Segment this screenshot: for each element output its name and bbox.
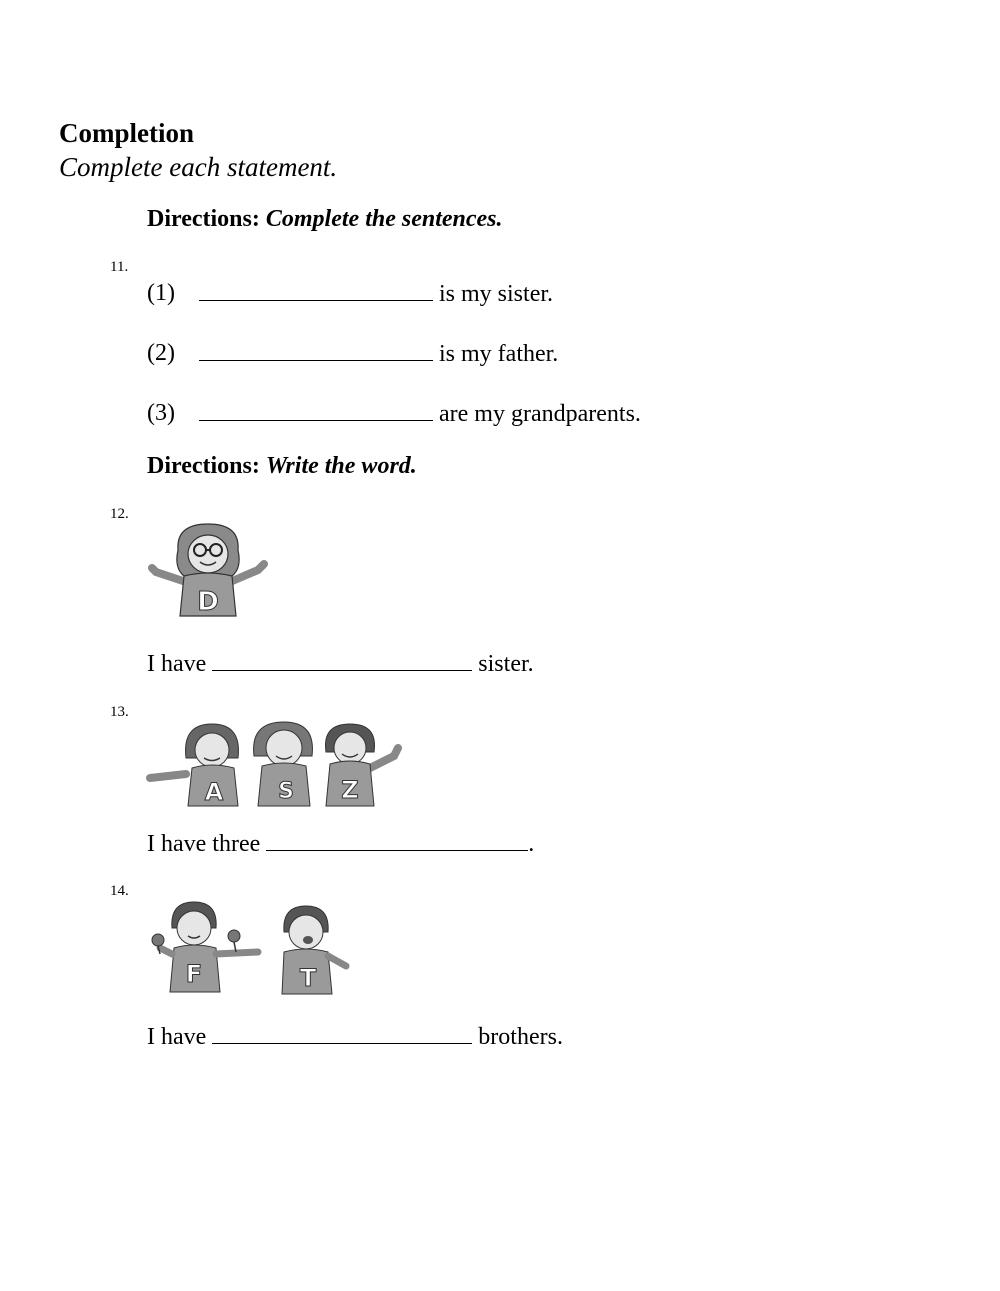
directions-label: Directions: [147, 453, 260, 479]
page-title: Completion [59, 118, 194, 148]
sentence-end: sister. [478, 651, 534, 677]
shirt-letter: A [204, 778, 224, 806]
three-sisters-illustration [146, 718, 404, 808]
answer-blank-13[interactable] [266, 830, 528, 851]
directions-text: Write the word. [265, 453, 417, 479]
directions-label: Directions: [147, 206, 260, 232]
sentence-3-body [199, 400, 641, 428]
sentence-3 [147, 400, 175, 427]
answer-blank-1[interactable] [199, 280, 433, 301]
sentence-start: I have three [147, 831, 261, 857]
girl-with-glasses-illustration [146, 520, 270, 620]
answer-blank-12[interactable] [212, 650, 472, 671]
sentence-end: . [528, 831, 535, 857]
question-number-14: 14. [110, 883, 129, 899]
sentence-text: is my sister. [439, 281, 554, 307]
item-label: (1) [147, 280, 175, 306]
shirt-letter: T [299, 964, 317, 992]
shirt-letter: D [197, 587, 219, 617]
question-number-13: 13. [110, 704, 129, 720]
sentence-2-body [199, 340, 558, 368]
item-label: (2) [147, 340, 175, 366]
sentence-1-body [199, 280, 553, 308]
directions-text: Complete the sentences. [265, 206, 503, 232]
sentence-text: is my father. [439, 341, 559, 367]
sentence-start: I have [147, 651, 207, 677]
question-14-sentence [147, 1023, 563, 1051]
directions-2 [147, 453, 417, 480]
sentence-start: I have [147, 1024, 207, 1050]
sentence-2 [147, 340, 175, 367]
two-brothers-illustration [146, 898, 356, 998]
question-number-11: 11. [110, 259, 129, 275]
answer-blank-2[interactable] [199, 340, 433, 361]
sentence-1 [147, 280, 175, 307]
shirt-letter: S [278, 779, 294, 804]
question-12-sentence [147, 650, 534, 678]
answer-blank-14[interactable] [212, 1023, 472, 1044]
question-13-sentence [147, 830, 534, 858]
question-number-12: 12. [110, 506, 129, 522]
sentence-end: brothers. [478, 1024, 563, 1050]
sentence-text: are my grandparents. [439, 401, 641, 427]
shirt-letter: Z [341, 776, 359, 804]
page-subtitle: Complete each statement. [59, 152, 338, 182]
directions-1 [147, 206, 503, 233]
item-label: (3) [147, 400, 175, 426]
answer-blank-3[interactable] [199, 400, 433, 421]
shirt-letter: F [185, 960, 203, 988]
